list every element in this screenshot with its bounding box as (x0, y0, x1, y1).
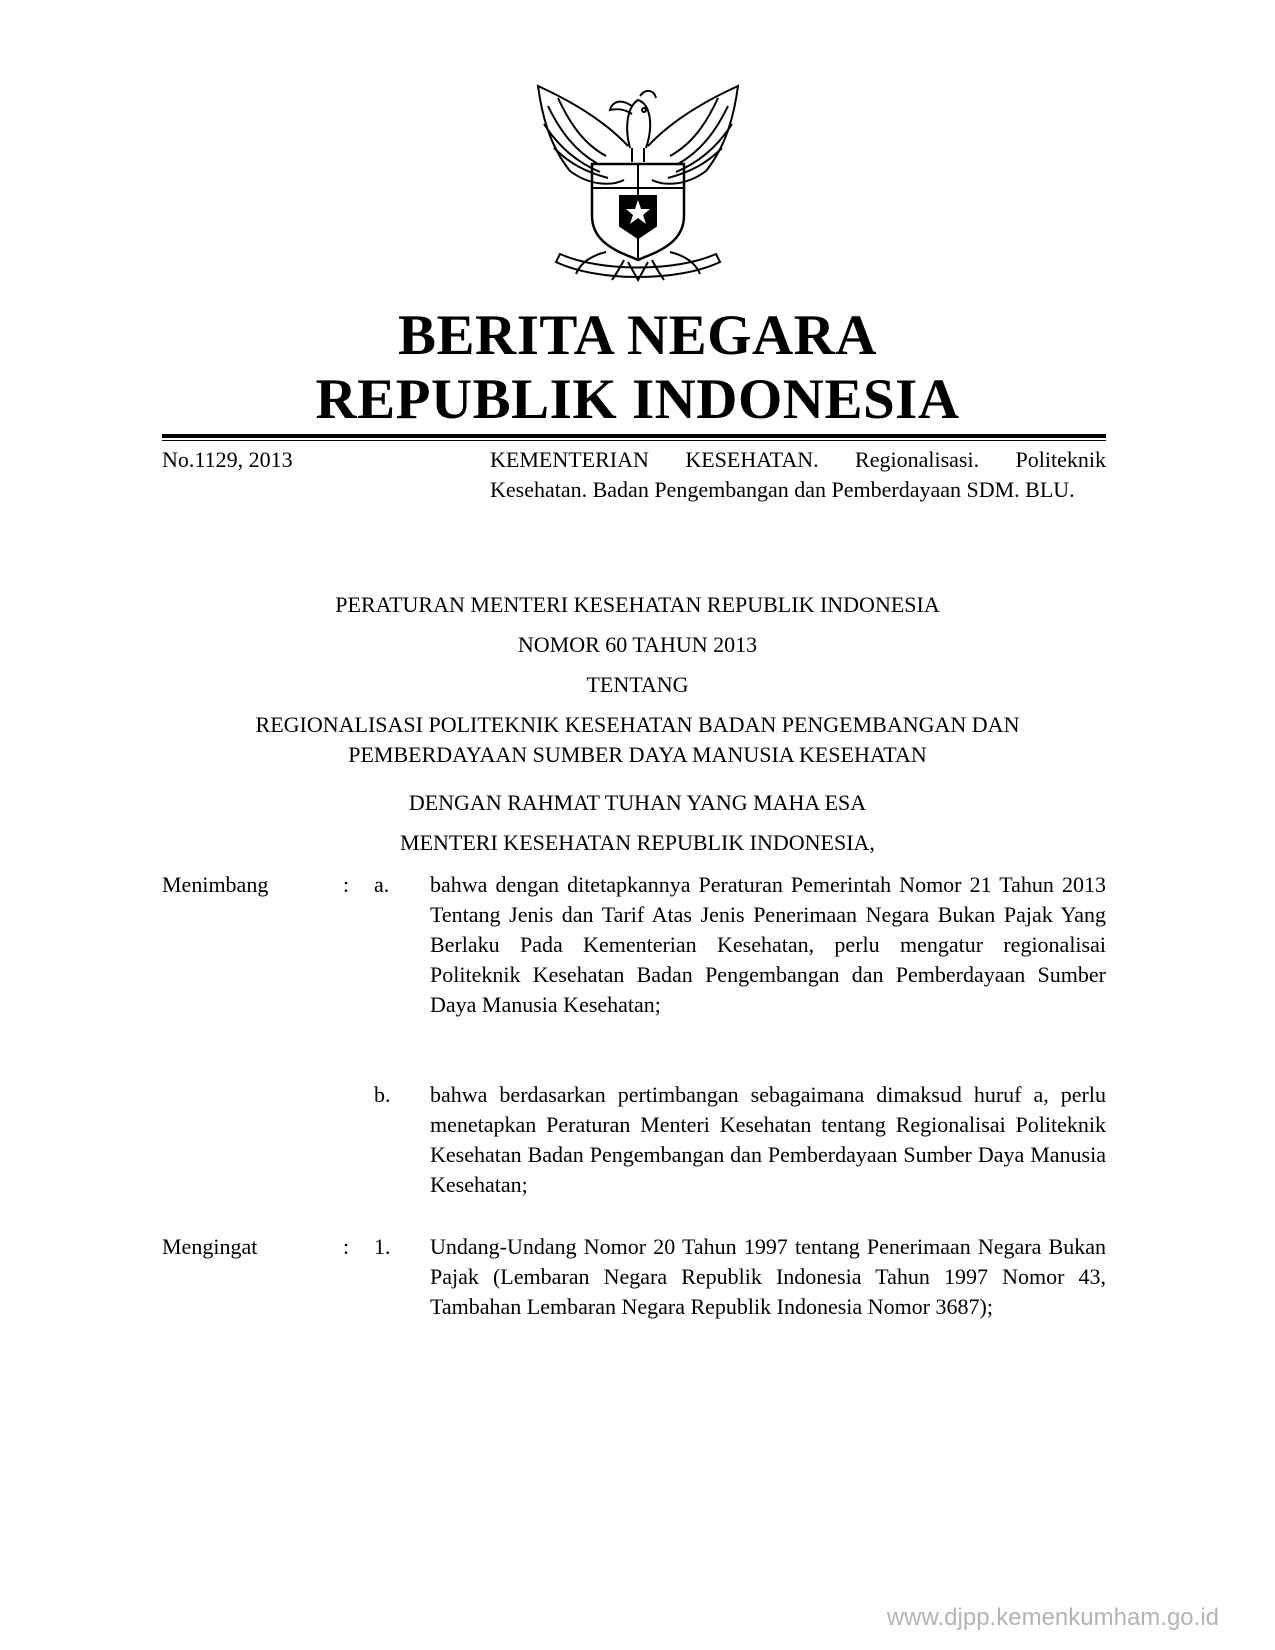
regulation-heading: PERATURAN MENTERI KESEHATAN REPUBLIK INDONESIA (335, 592, 940, 617)
garuda-pancasila-emblem-icon (520, 76, 756, 282)
regulation-title-line2: PEMBERDAYAAN SUMBER DAYA MANUSIA KESEHATAN (348, 742, 927, 767)
menimbang-marker-a: a. (374, 872, 390, 897)
menimbang-label: Menimbang (162, 872, 269, 897)
mengingat-marker-1: 1. (374, 1234, 391, 1259)
masthead-rule-thick (162, 434, 1106, 438)
mengingat-label: Mengingat (162, 1234, 258, 1259)
gazette-subject: KEMENTERIAN KESEHATAN. Regionalisasi. Politeknik Kesehatan. Badan Pengembangan dan Pemberdayaan SDM. BLU. (490, 447, 1106, 502)
masthead-rule-thin (162, 440, 1106, 441)
menimbang-item-b: bahwa berdasarkan pertimbangan sebagaimana dimaksud huruf a, perlu menetapkan Peraturan Menteri Kesehatan tentang Regionalisai Politeknik Kesehatan Badan Pengembangan dan Pemberdayaan Sumber Daya Manusia Kesehatan; (430, 1082, 1106, 1197)
regulation-tentang: TENTANG (586, 672, 689, 697)
regulation-number: NOMOR 60 TAHUN 2013 (517, 632, 758, 657)
menimbang-marker-b: b. (374, 1082, 391, 1107)
masthead-title-line2: REPUBLIK INDONESIA (315, 368, 960, 431)
menimbang-item-a: bahwa dengan ditetapkannya Peraturan Pemerintah Nomor 21 Tahun 2013 Tentang Jenis dan Tarif Atas Jenis Penerimaan Negara Bukan Pajak Yang Berlaku Pada Kementerian Kesehatan, perlu mengatur regionalisai Politeknik Kesehatan Badan Pengembangan dan Pemberdayaan Sumber Daya Manusia Kesehatan; (430, 872, 1106, 1017)
gazette-number: No.1129, 2013 (162, 447, 293, 472)
regulation-title (160, 710, 1115, 770)
masthead-title-line1: BERITA NEGARA (398, 304, 877, 367)
mengingat-colon: : (343, 1234, 350, 1259)
preamble-line1: DENGAN RAHMAT TUHAN YANG MAHA ESA (408, 790, 867, 815)
watermark-url: www.djpp.kemenkumham.go.id (886, 1604, 1219, 1631)
menimbang-colon: : (343, 872, 350, 897)
preamble-line2: MENTERI KESEHATAN REPUBLIK INDONESIA, (400, 830, 875, 855)
mengingat-item-1: Undang-Undang Nomor 20 Tahun 1997 tentang Penerimaan Negara Bukan Pajak (Lembaran Negara Republik Indonesia Tahun 1997 Nomor 43, Tambahan Lembaran Negara Republik Indonesia Nomor 3687); (430, 1234, 1106, 1319)
regulation-title-line1: REGIONALISASI POLITEKNIK KESEHATAN BADAN PENGEMBANGAN DAN (255, 712, 1020, 737)
